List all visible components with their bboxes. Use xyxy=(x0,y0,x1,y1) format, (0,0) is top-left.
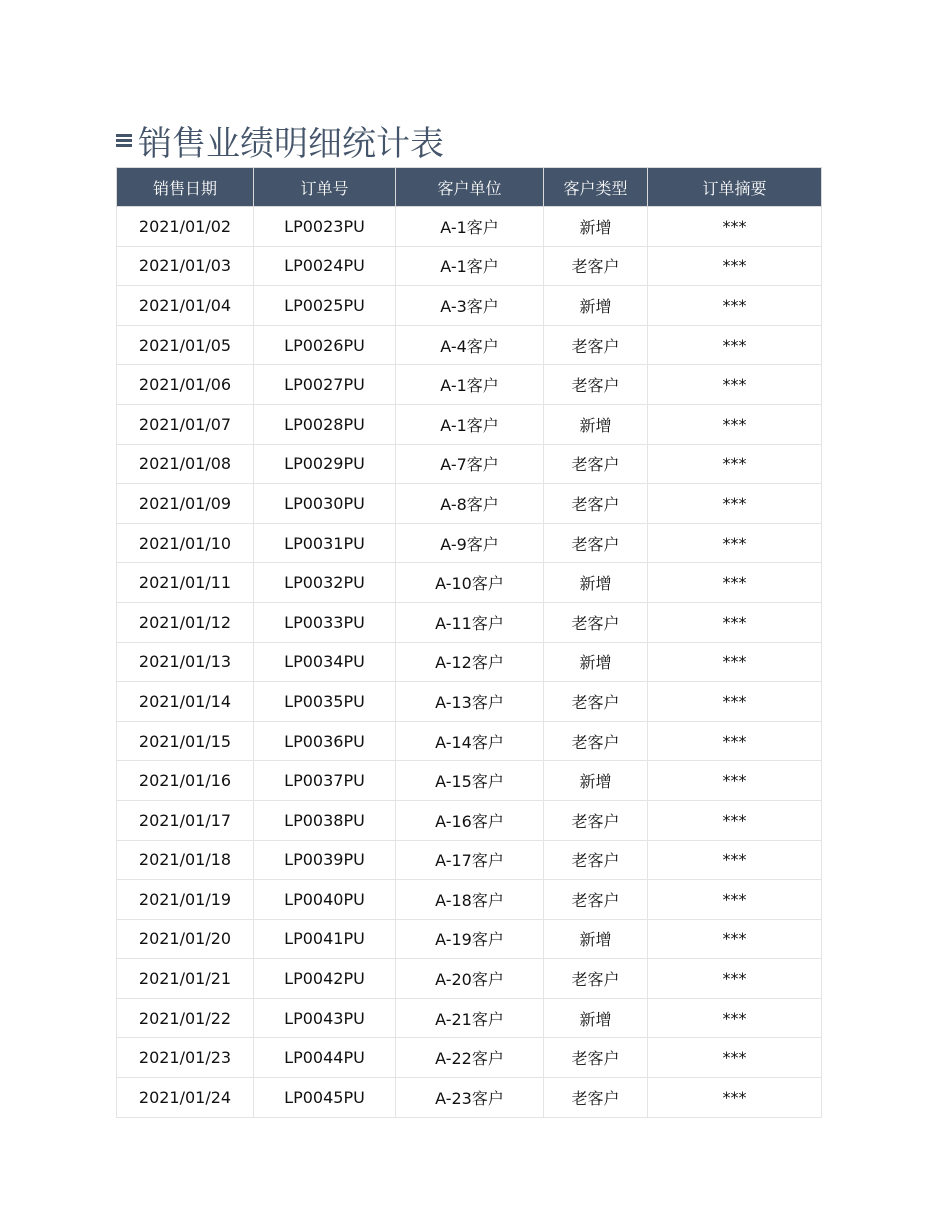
cell-order-summary: *** xyxy=(648,959,822,999)
cell-customer-unit: A-11客户 xyxy=(396,602,544,642)
cell-order-summary: *** xyxy=(648,800,822,840)
cell-sale-date: 2021/01/24 xyxy=(117,1078,254,1118)
header-customer-unit: 客户单位 xyxy=(396,168,544,207)
cell-customer-type: 新增 xyxy=(544,404,648,444)
cell-order-number: LP0038PU xyxy=(254,800,396,840)
cell-customer-type: 老客户 xyxy=(544,523,648,563)
cell-sale-date: 2021/01/14 xyxy=(117,682,254,722)
cell-sale-date: 2021/01/09 xyxy=(117,484,254,524)
cell-customer-type: 老客户 xyxy=(544,800,648,840)
cell-customer-unit: A-1客户 xyxy=(396,246,544,286)
cell-customer-unit: A-8客户 xyxy=(396,484,544,524)
cell-order-summary: *** xyxy=(648,1038,822,1078)
cell-customer-unit: A-12客户 xyxy=(396,642,544,682)
table-row xyxy=(117,998,822,1038)
cell-sale-date: 2021/01/13 xyxy=(117,642,254,682)
cell-order-summary: *** xyxy=(648,365,822,405)
cell-order-number: LP0030PU xyxy=(254,484,396,524)
cell-customer-type: 老客户 xyxy=(544,484,648,524)
table-row xyxy=(117,959,822,999)
table-row xyxy=(117,1038,822,1078)
cell-customer-type: 老客户 xyxy=(544,1038,648,1078)
cell-order-number: LP0029PU xyxy=(254,444,396,484)
cell-sale-date: 2021/01/10 xyxy=(117,523,254,563)
cell-customer-type: 老客户 xyxy=(544,682,648,722)
cell-customer-type: 新增 xyxy=(544,919,648,959)
cell-customer-type: 老客户 xyxy=(544,959,648,999)
cell-sale-date: 2021/01/11 xyxy=(117,563,254,603)
cell-order-summary: *** xyxy=(648,286,822,326)
table-row xyxy=(117,484,822,524)
cell-sale-date: 2021/01/07 xyxy=(117,404,254,444)
cell-customer-unit: A-14客户 xyxy=(396,721,544,761)
cell-customer-unit: A-1客户 xyxy=(396,404,544,444)
cell-order-summary: *** xyxy=(648,1078,822,1118)
cell-customer-type: 老客户 xyxy=(544,444,648,484)
cell-sale-date: 2021/01/12 xyxy=(117,602,254,642)
table-row xyxy=(117,919,822,959)
menu-icon xyxy=(116,129,134,151)
table-row xyxy=(117,365,822,405)
cell-order-summary: *** xyxy=(648,563,822,603)
cell-customer-type: 老客户 xyxy=(544,721,648,761)
cell-order-number: LP0023PU xyxy=(254,207,396,247)
cell-order-number: LP0025PU xyxy=(254,286,396,326)
cell-order-number: LP0036PU xyxy=(254,721,396,761)
table-row xyxy=(117,602,822,642)
cell-sale-date: 2021/01/20 xyxy=(117,919,254,959)
cell-order-summary: *** xyxy=(648,207,822,247)
table-row xyxy=(117,286,822,326)
cell-order-number: LP0043PU xyxy=(254,998,396,1038)
cell-customer-unit: A-3客户 xyxy=(396,286,544,326)
table-row xyxy=(117,800,822,840)
cell-customer-type: 老客户 xyxy=(544,880,648,920)
cell-sale-date: 2021/01/23 xyxy=(117,1038,254,1078)
cell-customer-type: 老客户 xyxy=(544,365,648,405)
header-sale-date: 销售日期 xyxy=(117,168,254,207)
cell-customer-unit: A-15客户 xyxy=(396,761,544,801)
cell-order-number: LP0045PU xyxy=(254,1078,396,1118)
cell-order-number: LP0026PU xyxy=(254,325,396,365)
cell-sale-date: 2021/01/03 xyxy=(117,246,254,286)
table-row xyxy=(117,721,822,761)
table-row xyxy=(117,840,822,880)
cell-order-number: LP0031PU xyxy=(254,523,396,563)
cell-sale-date: 2021/01/04 xyxy=(117,286,254,326)
cell-sale-date: 2021/01/19 xyxy=(117,880,254,920)
cell-customer-unit: A-16客户 xyxy=(396,800,544,840)
cell-order-number: LP0033PU xyxy=(254,602,396,642)
cell-sale-date: 2021/01/21 xyxy=(117,959,254,999)
cell-order-summary: *** xyxy=(648,761,822,801)
table-row xyxy=(117,1078,822,1118)
cell-order-number: LP0044PU xyxy=(254,1038,396,1078)
cell-customer-unit: A-18客户 xyxy=(396,880,544,920)
cell-order-summary: *** xyxy=(648,325,822,365)
table-row xyxy=(117,444,822,484)
cell-customer-unit: A-22客户 xyxy=(396,1038,544,1078)
table-row xyxy=(117,325,822,365)
cell-customer-unit: A-13客户 xyxy=(396,682,544,722)
page-title-row xyxy=(116,116,444,164)
cell-customer-type: 老客户 xyxy=(544,325,648,365)
cell-order-summary: *** xyxy=(648,998,822,1038)
cell-order-summary: *** xyxy=(648,919,822,959)
cell-customer-unit: A-10客户 xyxy=(396,563,544,603)
cell-sale-date: 2021/01/02 xyxy=(117,207,254,247)
cell-customer-unit: A-17客户 xyxy=(396,840,544,880)
header-customer-type: 客户类型 xyxy=(544,168,648,207)
cell-order-summary: *** xyxy=(648,682,822,722)
cell-customer-unit: A-9客户 xyxy=(396,523,544,563)
table-row xyxy=(117,761,822,801)
cell-order-number: LP0027PU xyxy=(254,365,396,405)
cell-customer-type: 老客户 xyxy=(544,840,648,880)
cell-customer-type: 新增 xyxy=(544,286,648,326)
cell-order-summary: *** xyxy=(648,880,822,920)
cell-customer-type: 老客户 xyxy=(544,1078,648,1118)
cell-order-number: LP0040PU xyxy=(254,880,396,920)
cell-order-summary: *** xyxy=(648,602,822,642)
table-row xyxy=(117,246,822,286)
cell-order-summary: *** xyxy=(648,246,822,286)
cell-customer-type: 新增 xyxy=(544,998,648,1038)
cell-order-summary: *** xyxy=(648,721,822,761)
cell-customer-type: 老客户 xyxy=(544,246,648,286)
header-row xyxy=(117,168,822,207)
cell-order-summary: *** xyxy=(648,444,822,484)
table-row xyxy=(117,563,822,603)
cell-customer-type: 新增 xyxy=(544,563,648,603)
cell-order-number: LP0041PU xyxy=(254,919,396,959)
cell-order-summary: *** xyxy=(648,484,822,524)
cell-customer-unit: A-23客户 xyxy=(396,1078,544,1118)
header-order-summary: 订单摘要 xyxy=(648,168,822,207)
cell-order-summary: *** xyxy=(648,404,822,444)
cell-customer-unit: A-1客户 xyxy=(396,207,544,247)
page-title: 销售业绩明细统计表 xyxy=(138,123,444,164)
table-row xyxy=(117,682,822,722)
cell-order-summary: *** xyxy=(648,523,822,563)
cell-customer-unit: A-4客户 xyxy=(396,325,544,365)
cell-sale-date: 2021/01/06 xyxy=(117,365,254,405)
cell-customer-unit: A-20客户 xyxy=(396,959,544,999)
cell-order-summary: *** xyxy=(648,642,822,682)
cell-customer-type: 新增 xyxy=(544,642,648,682)
table-row xyxy=(117,523,822,563)
cell-order-number: LP0032PU xyxy=(254,563,396,603)
cell-order-number: LP0028PU xyxy=(254,404,396,444)
cell-order-number: LP0024PU xyxy=(254,246,396,286)
cell-sale-date: 2021/01/08 xyxy=(117,444,254,484)
header-order-number: 订单号 xyxy=(254,168,396,207)
cell-customer-type: 新增 xyxy=(544,207,648,247)
cell-customer-unit: A-1客户 xyxy=(396,365,544,405)
cell-sale-date: 2021/01/05 xyxy=(117,325,254,365)
cell-sale-date: 2021/01/18 xyxy=(117,840,254,880)
cell-sale-date: 2021/01/15 xyxy=(117,721,254,761)
cell-order-number: LP0037PU xyxy=(254,761,396,801)
cell-sale-date: 2021/01/22 xyxy=(117,998,254,1038)
cell-order-number: LP0042PU xyxy=(254,959,396,999)
cell-order-summary: *** xyxy=(648,840,822,880)
cell-customer-unit: A-21客户 xyxy=(396,998,544,1038)
table-row xyxy=(117,642,822,682)
sales-detail-table xyxy=(116,167,822,1118)
cell-order-number: LP0034PU xyxy=(254,642,396,682)
cell-order-number: LP0039PU xyxy=(254,840,396,880)
cell-order-number: LP0035PU xyxy=(254,682,396,722)
cell-customer-type: 新增 xyxy=(544,761,648,801)
table-row xyxy=(117,207,822,247)
cell-sale-date: 2021/01/17 xyxy=(117,800,254,840)
table-row xyxy=(117,404,822,444)
cell-customer-type: 老客户 xyxy=(544,602,648,642)
cell-customer-unit: A-7客户 xyxy=(396,444,544,484)
cell-customer-unit: A-19客户 xyxy=(396,919,544,959)
cell-sale-date: 2021/01/16 xyxy=(117,761,254,801)
table-row xyxy=(117,880,822,920)
